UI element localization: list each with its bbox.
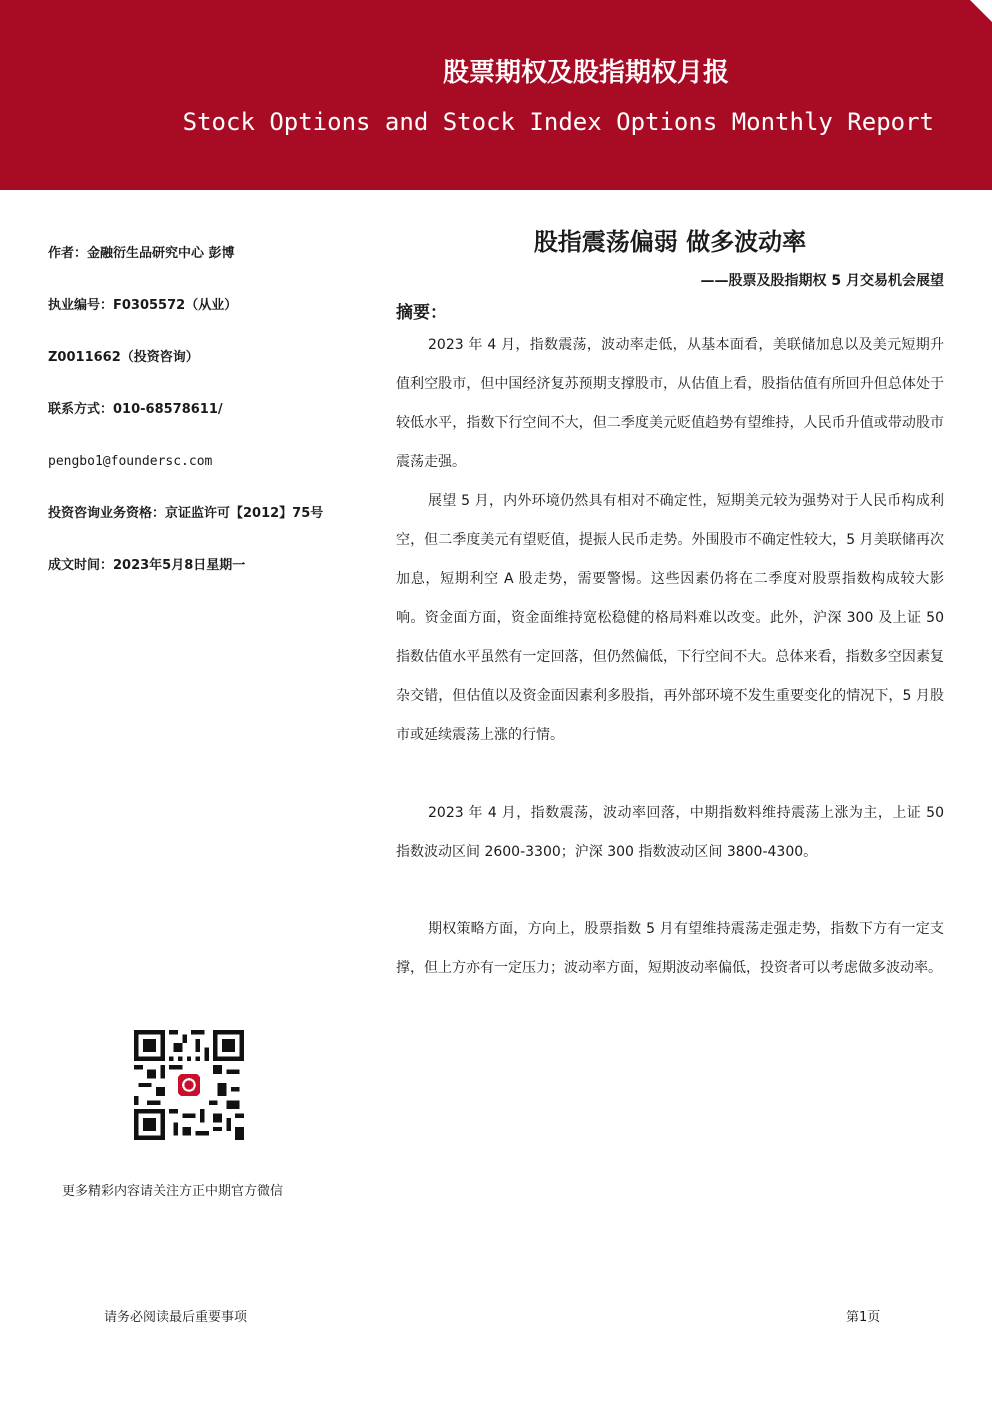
contact-phone: 联系方式：010-68578611/ — [48, 402, 223, 417]
abstract-paragraph-2: 展望 5 月，内外环境仍然具有相对不确定性，短期美元较为强势对于人民币构成利空，但二季度美元有望贬值，提振人民币走势。外围股市不确定性较大，5 月美联储再次加息，短期利空 A 股走势，需要警惕。这些因素仍将在二季度对股票指数构成较大影响。资金面方面，资金面维持宽松稳健的格局料难以改变。此外，沪深 300 及上证 50 指数估值水平虽然有一定回落，但仍然偏低，下行空间不大。总体来看，指数多空因素复杂交错，但估值以及资金面因素利多股指，再外部环境不发生重要变化的情况下，5 月股市或延续震荡上涨的行情。 — [396, 493, 944, 743]
license-number-2: Z0011662（投资咨询） — [48, 350, 199, 365]
license-number: 执业编号：F0305572（从业） — [48, 298, 238, 313]
wechat-qr-code-icon — [134, 1030, 244, 1140]
report-title-cn: 股票期权及股指期权月报 — [442, 58, 729, 88]
abstract-paragraph-1: 2023 年 4 月，指数震荡，波动率走低，从基本面看，美联储加息以及美元短期升值利空股市，但中国经济复苏预期支撑股市，从估值上看，股指估值有所回升但总体处于较低水平，指数下行空间不大，但二季度美元贬值趋势有望维持，人民币升值或带动股市震荡走强。 — [396, 337, 944, 470]
abstract-paragraph-3: 2023 年 4 月，指数震荡，波动率回落，中期指数料维持震荡上涨为主，上证 50 指数波动区间 2600-3300；沪深 300 指数波动区间 3800-4300。 — [396, 805, 944, 860]
article-subtitle: ——股票及股指期权 5 月交易机会展望 — [700, 273, 944, 289]
header-banner — [0, 0, 992, 190]
abstract-label: 摘要： — [396, 303, 447, 323]
abstract-paragraph-4: 期权策略方面，方向上，股票指数 5 月有望维持震荡走强走势，指数下方有一定支撑，但上方亦有一定压力；波动率方面，短期波动率偏低，投资者可以考虑做多波动率。 — [396, 921, 944, 976]
page-number: 第1页 — [846, 1310, 881, 1325]
banner-corner-fold — [970, 0, 992, 22]
report-title-en: Stock Options and Stock Index Options Monthly Report — [182, 108, 934, 136]
contact-email[interactable]: pengbo1@foundersc.com — [48, 454, 213, 469]
qualification: 投资咨询业务资格：京证监许可【2012】75号 — [48, 506, 324, 521]
qr-caption: 更多精彩内容请关注方正中期官方微信 — [62, 1184, 284, 1199]
author-line: 作者：金融衍生品研究中心 彭博 — [48, 246, 235, 261]
footer-disclaimer: 请务必阅读最后重要事项 — [104, 1310, 248, 1325]
written-date: 成文时间：2023年5月8日星期一 — [48, 558, 246, 573]
article-title: 股指震荡偏弱 做多波动率 — [533, 228, 807, 256]
